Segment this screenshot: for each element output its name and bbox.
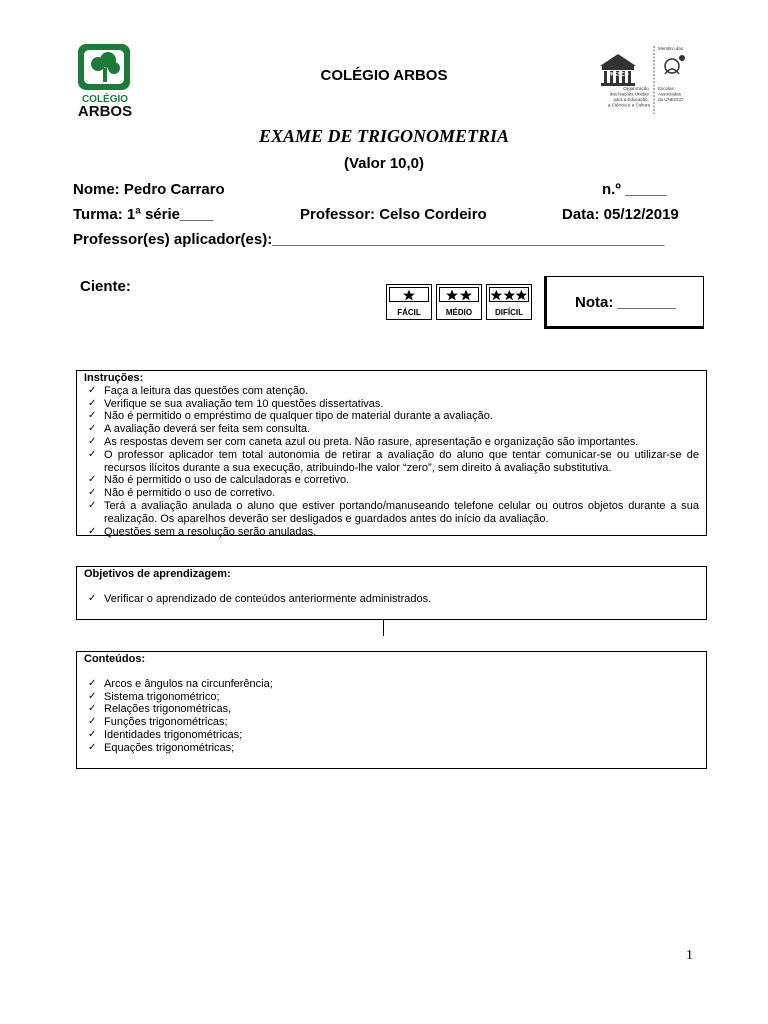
unesco-mark: UNESCO [607,72,629,78]
unesco-text-6: Associadas [658,91,682,97]
instruction-text: Questões sem a resolução serão anuladas. [104,525,317,538]
objectives-box [76,566,707,620]
list-item [84,742,699,755]
instruction-text: Não é permitido o empréstimo de qualquer tipo de material durante a avaliação. [104,410,493,423]
grade-field: Nota: _______ [575,294,676,311]
svg-text:Organização das Nações U [608,86,651,108]
check-icon: ✓ [88,448,97,460]
check-icon: ✓ [88,690,97,702]
difficulty-easy-label: FÁCIL [397,308,421,317]
check-icon: ✓ [88,423,97,435]
objective-text: Verificar o aprendizado de conteúdos anteriormente administrados. [104,592,432,605]
divider [383,620,384,636]
check-icon: ✓ [88,703,97,715]
unesco-text-1: Organização [623,86,649,91]
instruction-text: Não é permitido o uso de calculadoras e corretivo. [104,474,350,487]
contents-box [76,651,707,769]
check-icon: ✓ [88,487,97,499]
unesco-text-3: para a Educação, [613,97,649,102]
logo-line1: COLÉGIO [81,94,129,105]
date-field: Data: 05/12/2019 [562,206,679,223]
objectives-list [84,593,699,606]
list-item [84,449,699,475]
list-item [84,398,699,411]
star-icon [459,289,473,301]
check-icon: ✓ [88,435,97,447]
objectives-title: Objetivos de aprendizagem: [84,568,231,580]
list-item [84,678,699,691]
list-item [84,691,699,704]
check-icon: ✓ [88,384,97,396]
star-icon [445,289,459,301]
check-icon: ✓ [88,410,97,422]
check-icon: ✓ [88,592,97,604]
difficulty-easy-box [386,284,432,320]
instruction-text: Terá a avaliação anulada o aluno que estiver portando/manuseando telefone celular ou outros objetos durante a sua realização. Os aparelhos deverão ser desligados e guardados antes do início da avaliação. [104,499,699,525]
unesco-text-7: da UNESCO [658,97,684,102]
star-icon [402,289,416,301]
ciente-label: Ciente: [80,278,131,295]
content-text: Equações trigonométricas; [104,741,235,754]
svg-text:Escolas Associadas [658,86,684,102]
instruction-text: A avaliação deverá ser feita sem consulta. [104,423,311,436]
list-item [84,423,699,436]
check-icon: ✓ [88,716,97,728]
instruction-text: Faça a leitura das questões com atenção. [104,384,309,397]
page-number: 1 [686,948,693,963]
contents-list [84,678,699,755]
unesco-text-5: Escolas [658,86,674,91]
list-item [84,729,699,742]
instruction-text: O professor aplicador tem total autonomia de retirar a avaliação do aluno que tentar comunicar-se ou utilizar-se de recursos ilícitos durante a sua execução, atribuindo-lhe valor “zero”, sem direito à avaliação substitutiva. [104,448,699,474]
student-name-field: Nome: Pedro Carraro [73,181,225,198]
proctors-field: Professor(es) aplicador(es):_______________________________________________ [73,231,665,248]
logo-line2: ARBOS [77,103,133,118]
list-item [84,716,699,729]
list-item [84,487,699,500]
list-item [84,436,699,449]
difficulty-medium-box [436,284,482,320]
list-item [84,703,699,716]
content-text: Relações trigonométricas, [104,703,232,716]
instruction-text: Verifique se sua avaliação tem 10 questões dissertativas. [104,397,384,410]
difficulty-medium-stars [439,287,479,302]
exam-value: (Valor 10,0) [343,155,425,172]
unesco-text-4: a Ciência e a Cultura [607,102,650,108]
difficulty-medium-label: MÉDIO [445,308,473,317]
list-item [84,410,699,423]
content-text: Identidades trigonométricas; [104,728,243,741]
instructions-list [84,385,699,539]
star-icon [515,289,528,301]
star-icon [503,289,516,301]
unesco-member-text: Membro das [658,46,684,51]
difficulty-easy-stars [389,287,429,302]
check-icon: ✓ [88,397,97,409]
check-icon: ✓ [88,525,97,537]
instructions-title: Instruções: [84,372,144,384]
teacher-field: Professor: Celso Cordeiro [300,206,487,223]
student-number-field: n.º _____ [602,181,667,198]
list-item [84,500,699,526]
contents-title: Conteúdos: [84,653,146,665]
grade-box [544,276,704,329]
content-text: Sistema trigonométrico; [104,690,220,703]
difficulty-hard-stars [489,287,529,302]
list-item [84,526,699,539]
list-item [84,593,699,606]
check-icon: ✓ [88,474,97,486]
class-field: Turma: 1ª série____ [73,206,214,223]
unesco-text-2: das Nações Unidas [609,91,649,97]
check-icon: ✓ [88,728,97,740]
list-item [84,385,699,398]
exam-title: EXAME DE TRIGONOMETRIA [258,126,510,146]
check-icon: ✓ [88,741,97,753]
list-item [84,474,699,487]
instruction-text: As respostas devem ser com caneta azul ou preta. Não rasure, apresentação e organização são importantes. [104,435,639,448]
difficulty-hard-label: DIFÍCIL [495,308,523,317]
star-icon [490,289,503,301]
check-icon: ✓ [88,499,97,511]
difficulty-hard-box [486,284,532,320]
instruction-text: Não é permitido o uso de corretivo. [104,487,276,500]
school-name: COLÉGIO ARBOS [320,67,448,84]
content-text: Funções trigonométricas; [104,716,228,729]
check-icon: ✓ [88,677,97,689]
content-text: Arcos e ângulos na circunferência; [104,677,273,690]
instructions-box [76,370,707,536]
